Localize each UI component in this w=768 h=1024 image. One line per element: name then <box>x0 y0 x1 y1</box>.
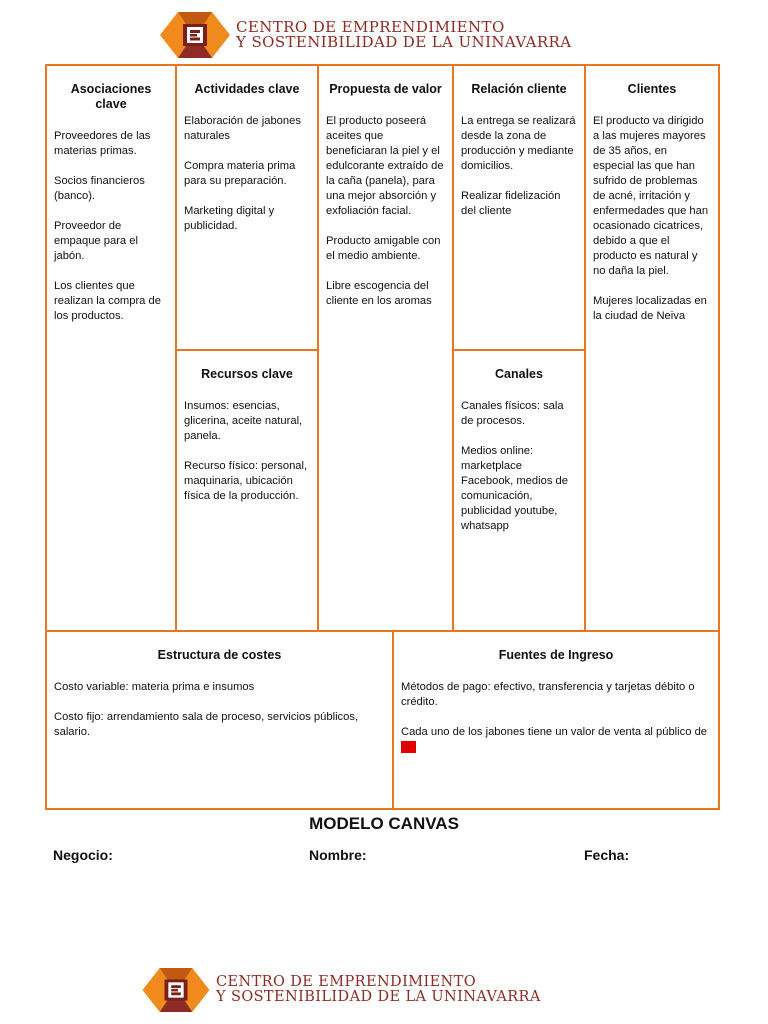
block-item: Mujeres localizadas en la ciudad de Neiva <box>593 295 707 322</box>
block-title: Actividades clave <box>194 82 300 96</box>
block-item: Proveedores de las materias primas. <box>54 130 151 157</box>
block-title: Asociaciones clave <box>70 82 152 111</box>
block-title: Clientes <box>627 82 677 96</box>
block-clientes <box>586 66 718 630</box>
block-item: Canales físicos: sala de procesos. <box>461 400 564 427</box>
block-canales <box>454 351 586 630</box>
block-item: Costo fijo: arrendamiento sala de proceso, servicios públicos, salario. <box>54 711 359 738</box>
price-placeholder: XX <box>401 741 416 753</box>
block-relacion-cliente <box>454 66 586 351</box>
nombre-label: Nombre: <box>309 847 367 863</box>
block-item: Proveedor de empaque para el jabón. <box>54 220 138 262</box>
page-title: MODELO CANVAS <box>309 814 459 833</box>
header-logo <box>160 12 572 58</box>
block-title: Fuentes de Ingreso <box>498 648 614 662</box>
block-title: Propuesta de valor <box>329 82 442 96</box>
block-item: Producto amigable con el medio ambiente. <box>326 235 441 262</box>
footer-logo <box>142 968 541 1012</box>
block-item: Marketing digital y publicidad. <box>184 205 275 232</box>
block-title: Canales <box>495 367 543 381</box>
logo-line-1: CENTRO DE EMPRENDIMIENTO <box>236 18 505 36</box>
center-logo-icon <box>142 968 210 1012</box>
block-actividades-clave <box>177 66 319 351</box>
block-asociaciones-clave <box>47 66 177 630</box>
business-model-canvas <box>45 64 720 810</box>
block-item: Costo variable: materia prima e insumos <box>54 681 255 693</box>
block-item: Socios financieros (banco). <box>54 175 145 202</box>
price-text: Cada uno de los jabones tiene un valor de venta al público de <box>401 726 708 738</box>
block-item: La entrega se realizará desde la zona de producción y mediante domicilios. <box>461 115 576 172</box>
block-item: Los clientes que realizan la compra de los productos. <box>54 280 161 322</box>
block-item: El producto poseerá aceites que beneficiaran la piel y el edulcorante extraído de la caña (panela), para una mejor absorción y exfoliación facial. <box>326 115 444 217</box>
logo-line-2: Y SOSTENIBILIDAD DE LA UNINAVARRA <box>216 989 541 1005</box>
block-title: Estructura de costes <box>157 648 282 662</box>
block-title: Recursos clave <box>201 367 293 381</box>
logo-wordmark <box>216 975 541 1005</box>
block-item: Insumos: esencias, glicerina, aceite natural, panela. <box>184 400 303 442</box>
block-item: Medios online: marketplace Facebook, medios de comunicación, publicidad youtube, whatsapp <box>461 445 568 532</box>
fecha-label: Fecha: <box>584 847 630 863</box>
logo-line-2: Y SOSTENIBILIDAD DE LA UNINAVARRA <box>236 33 572 51</box>
center-logo-icon <box>160 12 230 58</box>
block-estructura-de-costes <box>47 632 394 808</box>
block-item: Realizar fidelización del cliente <box>461 190 561 217</box>
block-fuentes-de-ingreso <box>394 632 718 808</box>
block-propuesta-de-valor <box>319 66 454 630</box>
block-item: Compra materia prima para su preparación. <box>184 160 296 187</box>
block-item: Elaboración de jabones naturales <box>184 115 301 142</box>
block-item <box>401 725 711 755</box>
block-recursos-clave <box>177 351 319 630</box>
negocio-label: Negocio: <box>53 847 113 863</box>
logo-wordmark <box>236 20 572 50</box>
block-title: Relación cliente <box>471 82 567 96</box>
block-item: El producto va dirigido a las mujeres mayores de 35 años, en especial las que han sufrido de problemas de acné, irritación y enfermedades que han ocasionado cicatrices, debido a que el producto es natural y no daña la piel. <box>593 115 709 277</box>
logo-line-1: CENTRO DE EMPRENDIMIENTO <box>216 974 477 990</box>
block-item: Libre escogencia del cliente en los aromas <box>326 280 432 307</box>
block-item: Métodos de pago: efectivo, transferencia y tarjetas débito o crédito. <box>401 681 695 708</box>
block-item: Recurso físico: personal, maquinaria, ubicación física de la producción. <box>184 460 308 502</box>
